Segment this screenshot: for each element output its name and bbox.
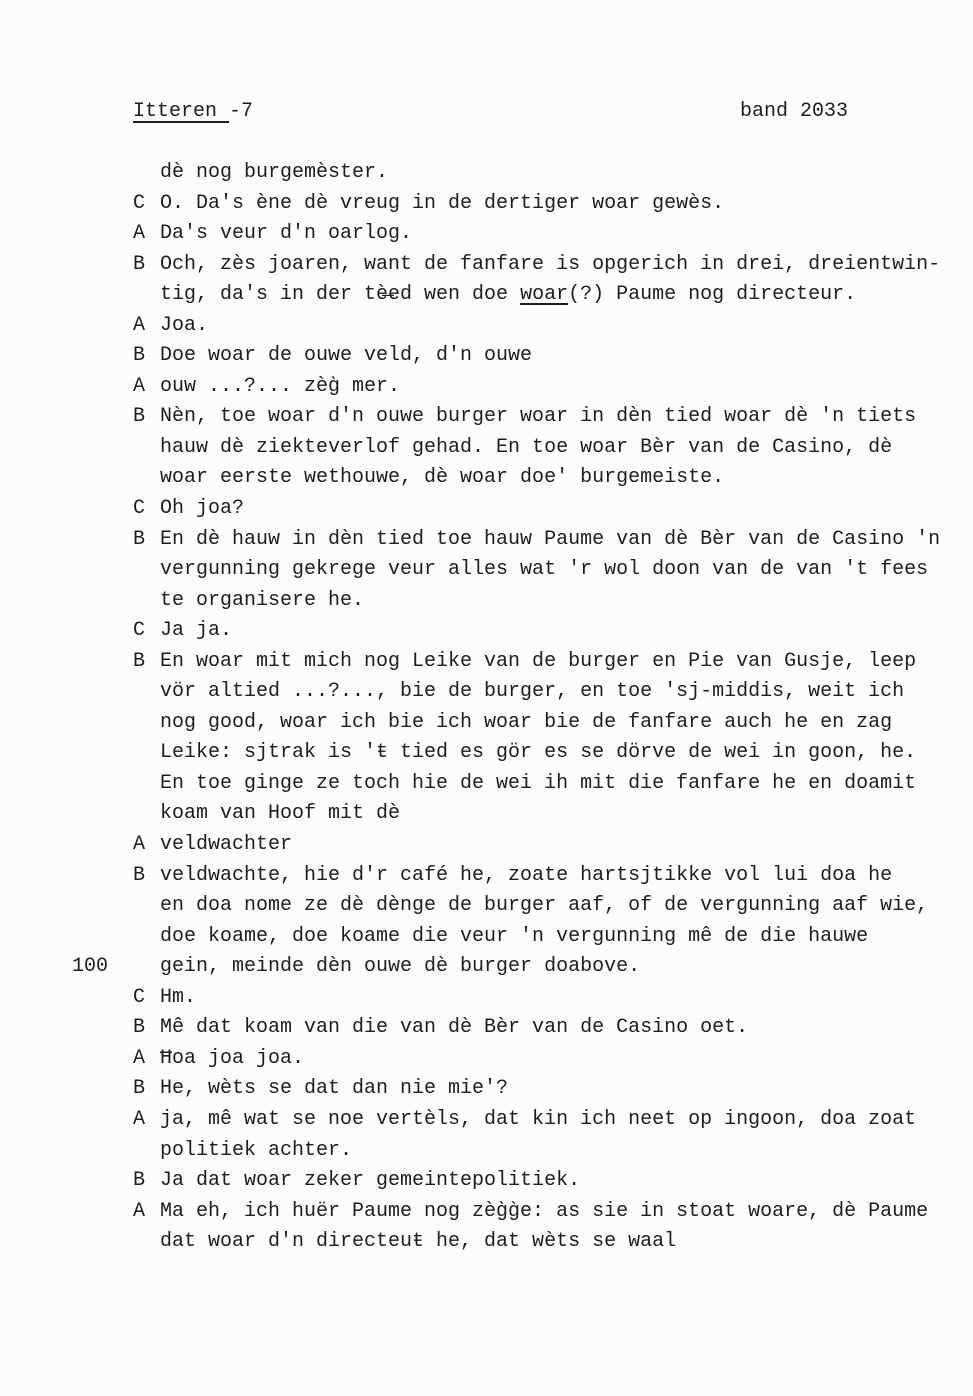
speaker-label: A: [133, 374, 146, 398]
transcript-line: [0, 650, 973, 681]
transcript-line: [0, 222, 973, 253]
transcript-line: [0, 344, 973, 375]
speaker-label: B: [133, 1169, 146, 1193]
line-text: He, wèts se dat dan nie mie'?: [160, 1077, 509, 1101]
speaker-label: A: [133, 1199, 146, 1223]
line-text: koam van Hoof mit dè: [160, 802, 401, 826]
speaker-label: B: [133, 1077, 146, 1101]
transcript-line: [0, 192, 973, 223]
line-text: Ja dat woar zeker gemeintepolitiek.: [160, 1169, 581, 1193]
line-text: O. Da's ène dè vreug in de dertiger woar gewès.: [160, 191, 725, 215]
speaker-label: B: [133, 649, 146, 673]
transcript-line: [0, 894, 973, 925]
line-text: doe koame, doe koame die veur 'n vergunning mê de die hauwe: [160, 924, 869, 948]
transcript-line: [0, 1016, 973, 1047]
line-text: gein, meinde dèn ouwe dè burger doabove.: [160, 955, 641, 979]
transcript-line: [0, 528, 973, 559]
line-text: Doe woar de ouwe veld, d'n ouwe: [160, 344, 533, 368]
line-text: Ja ja.: [160, 619, 233, 643]
speaker-label: B: [133, 1016, 146, 1040]
transcript-line: [0, 802, 973, 833]
transcript-line: [0, 986, 973, 1017]
page-title-underlined: Itteren: [133, 100, 230, 123]
transcript-line: [0, 741, 973, 772]
transcript-line: [0, 283, 973, 314]
line-text: vör altied ...?..., bie de burger, en toe 'sj-middis, weit ich: [160, 680, 905, 704]
speaker-label: B: [133, 863, 146, 887]
line-text: woar eerste wethouwe, dè woar doe' burgemeiste.: [160, 466, 725, 490]
speaker-label: B: [133, 527, 146, 551]
speaker-label: A: [133, 1107, 146, 1131]
transcript-line: [0, 253, 973, 284]
transcript-line: [0, 680, 973, 711]
line-text: dat woar d'n directeuŧ he, dat wèts se waal: [160, 1230, 677, 1254]
transcript-line: [0, 558, 973, 589]
transcript-line: [0, 466, 973, 497]
speaker-label: C: [133, 619, 146, 643]
line-text: Oh joa?: [160, 497, 245, 521]
line-text: Da's veur d'n oarlog.: [160, 222, 413, 246]
speaker-label: A: [133, 222, 146, 246]
speaker-label: B: [133, 252, 146, 276]
transcript-line: [0, 375, 973, 406]
transcript-line: [0, 1077, 973, 1108]
transcript-line: [0, 772, 973, 803]
speaker-label: A: [133, 833, 146, 857]
transcript-line: [0, 436, 973, 467]
line-text: En toe ginge ze toch hie de wei ih mit die fanfare he en doamit: [160, 771, 917, 795]
line-text: veldwachte, hie d'r café he, zoate hartsjtikke vol lui doa he: [160, 863, 893, 887]
transcript-line: [0, 1108, 973, 1139]
line-text: Nèn, toe woar d'n ouwe burger woar in dèn tied woar dè 'n tiets: [160, 405, 917, 429]
line-text: Ma eh, ich huër Paume nog zèg̀g̀e: as sie in stoat woare, dè Paume: [160, 1199, 929, 1223]
line-text: Och, zès joaren, want de fanfare is opgerich in drei, dreientwin-: [160, 252, 941, 276]
line-text: ouw ...?... zèg̀ mer.: [160, 374, 401, 398]
speaker-label: A: [133, 313, 146, 337]
transcript-line: [0, 1230, 973, 1261]
transcript-line: [0, 405, 973, 436]
line-text: te organisere he.: [160, 588, 365, 612]
transcript-line: [0, 925, 973, 956]
speaker-label: B: [133, 405, 146, 429]
line-text: Leike: sjtrak is 'ŧ tied es gör es se dörve de wei in goon, he.: [160, 741, 917, 765]
line-text: En woar mit mich nog Leike van de burger en Pie van Gusje, leep: [160, 649, 917, 673]
transcript-line: [0, 864, 973, 895]
speaker-label: C: [133, 191, 146, 215]
transcript-line: [0, 1139, 973, 1170]
line-text: ja, mê wat se noe vertèls, dat kin ich neet op ingoon, doa zoat: [160, 1107, 917, 1131]
line-text: tig, da's in der tè̶ed wen doe woar(?) Paume nog directeur.: [160, 283, 857, 307]
speaker-label: C: [133, 985, 146, 1009]
transcript-line: [0, 161, 973, 192]
line-text: nog good, woar ich bie ich woar bie de fanfare auch he en zag: [160, 710, 893, 734]
line-text: Hm.: [160, 985, 197, 1009]
transcript-line: [0, 497, 973, 528]
line-text: En dè hauw in dèn tied toe hauw Paume van dè Bèr van de Casino 'n: [160, 527, 941, 551]
page-title: [133, 100, 253, 123]
speaker-label: B: [133, 344, 146, 368]
line-text: Mê dat koam van die van dè Bèr van de Casino oet.: [160, 1016, 749, 1040]
line-text: en doa nome ze dè dènge de burger aaf, of de vergunning aaf wie,: [160, 894, 929, 918]
transcript: [0, 161, 973, 1261]
line-text: Joa.: [160, 313, 209, 337]
line-text: Ħoa joa joa.: [160, 1046, 305, 1070]
speaker-label: A: [133, 1046, 146, 1070]
transcript-line: [0, 955, 973, 986]
line-number: 100: [72, 955, 109, 979]
line-text: vergunning gekrege veur alles wat 'r wol doon van de van 't fees: [160, 558, 929, 582]
line-text: hauw dè ziekteverlof gehad. En toe woar Bèr van de Casino, dè: [160, 435, 893, 459]
line-text: dè nog burgemèster.: [160, 161, 389, 184]
transcript-line: [0, 1169, 973, 1200]
line-text: politiek achter.: [160, 1138, 353, 1162]
page-title-number: -7: [229, 100, 254, 123]
band-label: band 2033: [740, 100, 849, 123]
speaker-label: C: [133, 497, 146, 521]
transcript-line: [0, 619, 973, 650]
transcript-line: [0, 1047, 973, 1078]
line-text: veldwachter: [160, 833, 293, 857]
page-header: [0, 100, 973, 130]
transcript-line: [0, 1200, 973, 1231]
transcript-line: [0, 833, 973, 864]
transcript-line: [0, 589, 973, 620]
transcript-line: [0, 711, 973, 742]
transcript-line: [0, 314, 973, 345]
